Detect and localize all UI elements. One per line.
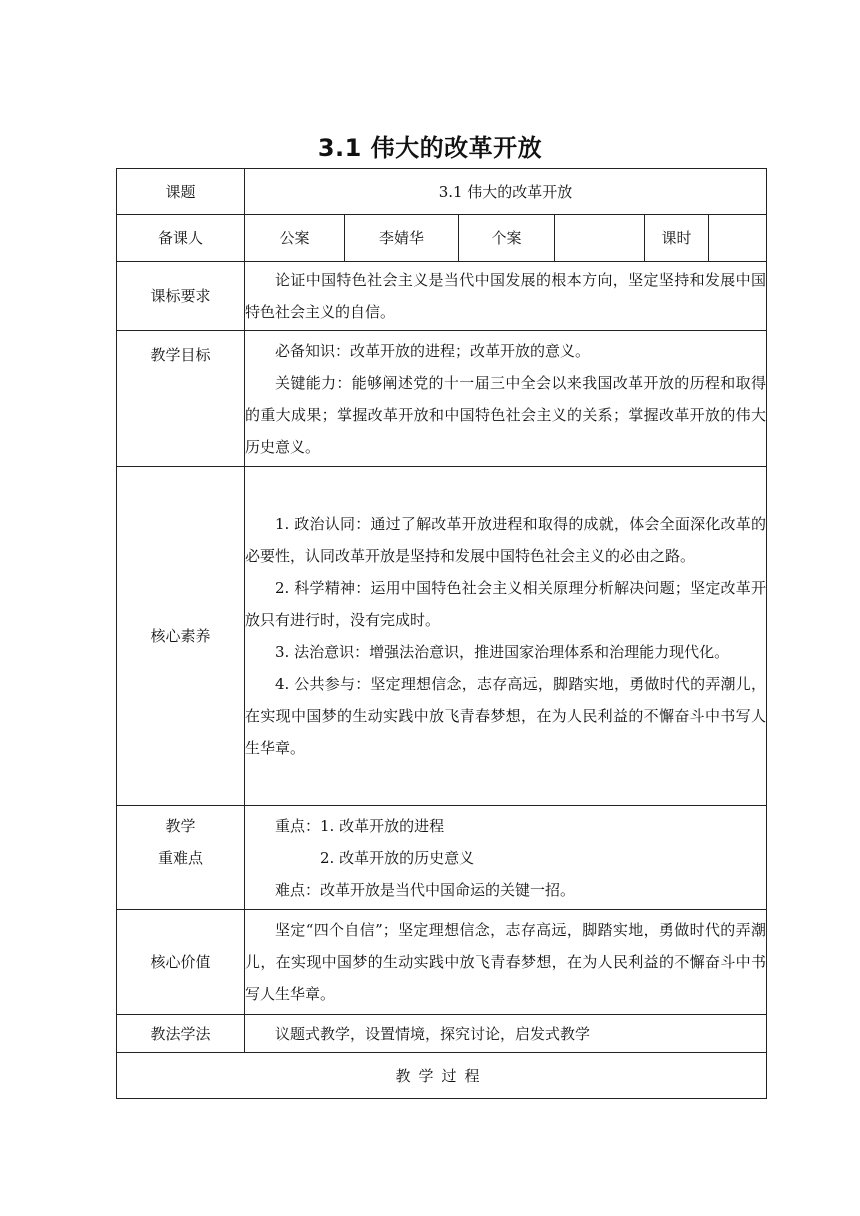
goals-cell: [245, 331, 767, 467]
keypoints-cell: [245, 806, 767, 910]
goals-label: 教学目标: [117, 331, 245, 467]
goals-knowledge: 必备知识：改革开放的进程；改革开放的意义。: [275, 341, 591, 360]
values-label: 核心价值: [117, 910, 245, 1015]
keypoints-focus-1: 重点：1. 改革开放的进程: [275, 816, 445, 835]
row-methods: [117, 1015, 767, 1053]
literacy-science: 2. 科学精神：运用中国特色社会主义相关原理分析解决问题；坚定改革开放只有进行时，没有完成时。: [245, 579, 766, 629]
personal-case-label: 个案: [459, 215, 555, 262]
row-literacy: [117, 467, 767, 806]
keypoints-label-line2: 重难点: [157, 849, 203, 867]
literacy-cell: [245, 467, 767, 806]
row-values: [117, 910, 767, 1015]
standard-text: 论证中国特色社会主义是当代中国发展的根本方向，坚定坚持和发展中国特色社会主义的自信。: [245, 271, 766, 321]
topic-label: 课题: [117, 169, 245, 215]
hours-label: 课时: [645, 215, 709, 262]
literacy-participation: 4. 公共参与：坚定理想信念，志存高远，脚踏实地，勇做时代的弄潮儿，在实现中国梦的生动实践中放飞青春梦想，在为人民利益的不懈奋斗中书写人生华章。: [245, 675, 766, 757]
lesson-plan-table: [116, 168, 767, 1099]
document-title: 3.1 伟大的改革开放: [317, 134, 543, 162]
standard-cell: [245, 262, 767, 331]
keypoints-label: [117, 806, 245, 910]
row-topic: [117, 169, 767, 215]
values-text: 坚定“四个自信”；坚定理想信念，志存高远，脚踏实地，勇做时代的弄潮儿，在实现中国梦的生动实践中放飞青春梦想，在为人民利益的不懈奋斗中书写人生华章。: [245, 921, 766, 1003]
keypoints-difficulty: 难点：改革开放是当代中国命运的关键一招。: [275, 880, 576, 899]
row-keypoints: [117, 806, 767, 910]
row-process: [117, 1053, 767, 1099]
standard-label: 课标要求: [117, 262, 245, 331]
process-label: 教学过程: [395, 1066, 488, 1085]
keypoints-label-line1: 教学: [165, 817, 196, 835]
methods-text: 议题式教学，设置情境，探究讨论，启发式教学: [275, 1024, 591, 1043]
public-case-label: 公案: [245, 215, 345, 262]
preparer-label: 备课人: [117, 215, 245, 262]
literacy-political: 1. 政治认同：通过了解改革开放进程和取得的成就，体会全面深化改革的必要性，认同改革开放是坚持和发展中国特色社会主义的必由之路。: [245, 515, 766, 565]
methods-cell: [245, 1015, 767, 1053]
row-standard: [117, 262, 767, 331]
row-goals: [117, 331, 767, 467]
personal-case-value: [555, 215, 645, 262]
methods-label: 教法学法: [117, 1015, 245, 1053]
hours-value: [709, 215, 767, 262]
literacy-law: 3. 法治意识：增强法治意识，推进国家治理体系和治理能力现代化。: [275, 643, 730, 661]
row-preparer: [117, 215, 767, 262]
values-cell: [245, 910, 767, 1015]
keypoints-focus-2: 2. 改革开放的历史意义: [320, 848, 475, 867]
literacy-label: 核心素养: [117, 467, 245, 806]
process-heading: [117, 1053, 767, 1099]
goals-ability: 关键能力：能够阐述党的十一届三中全会以来我国改革开放的历程和取得的重大成果；掌握改革开放和中国特色社会主义的关系；掌握改革开放的伟大历史意义。: [245, 373, 766, 456]
preparer-name: 李婧华: [345, 215, 459, 262]
topic-value: 3.1 伟大的改革开放: [245, 169, 767, 215]
